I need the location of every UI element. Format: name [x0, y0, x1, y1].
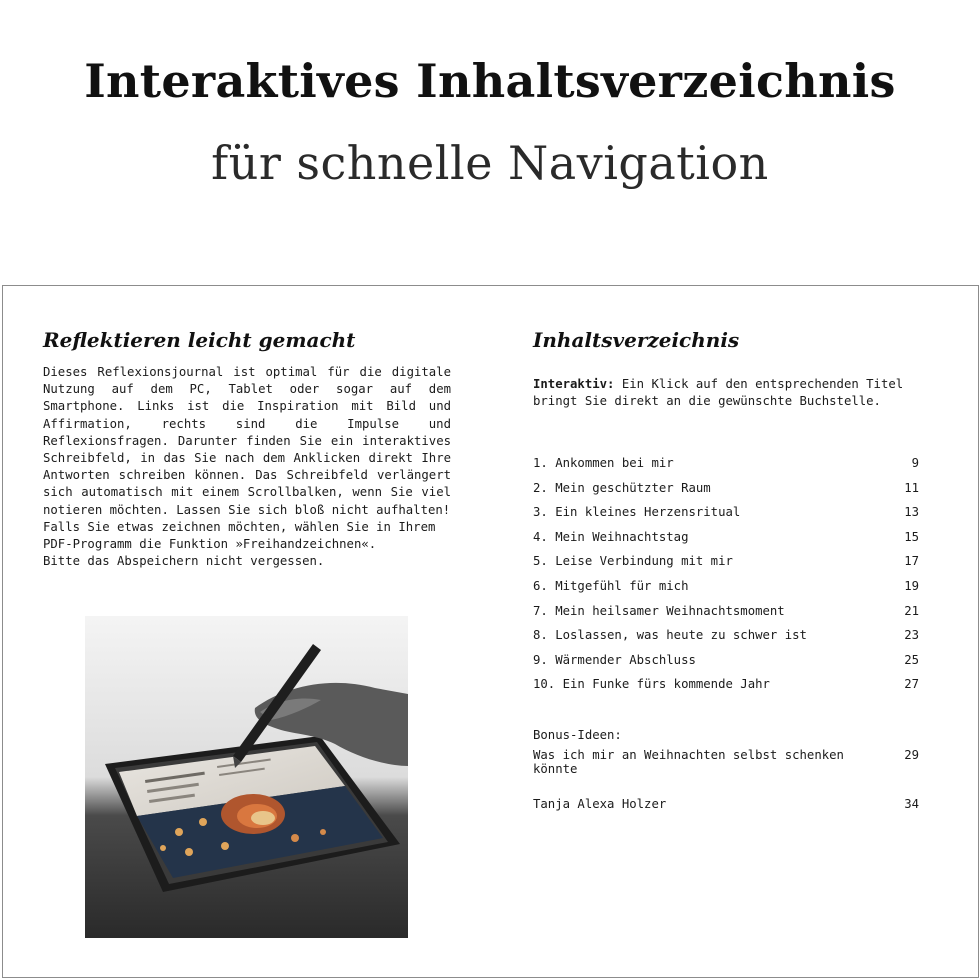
book-spread	[2, 285, 979, 978]
hero-banner	[0, 0, 980, 286]
toc-item-page: 21	[904, 603, 919, 618]
toc-item-9[interactable]	[533, 653, 919, 678]
left-body	[43, 364, 451, 570]
toc-item-title: 1. Ankommen bei mir	[533, 456, 674, 470]
toc-item-title: 8. Loslassen, was heute zu schwer ist	[533, 628, 807, 643]
toc-item-page: 19	[904, 578, 919, 593]
hero-subtitle: für schnelle Navigation	[211, 136, 769, 190]
toc-item-page: 23	[904, 628, 919, 643]
toc-item-2[interactable]	[533, 481, 919, 506]
toc-item-title: 3. Ein kleines Herzensritual	[533, 505, 741, 520]
hero-title: Interaktives Inhaltsverzeichnis	[84, 54, 896, 108]
left-paragraph-1: Dieses Reflexionsjournal ist optimal für die digitale Nutzung auf dem PC, Tablet oder sogar auf dem Smartphone. Links ist die Inspiration mit Bild und Affirmation, rechts sind die Impulse und Reflexionsfragen. Darunter finden Sie ein interaktives Schreibfeld, in das Sie nach dem Anklicken direkt Ihre Antworten schreiben können. Das Schreibfeld verlängert sich automatisch mit einem Scrollbalken, wenn Sie viel notieren möchten. Lassen Sie sich bloß nicht aufhalten!	[43, 365, 451, 517]
toc-item-bonus[interactable]	[533, 748, 919, 776]
toc-item-title: 7. Mein heilsamer Weihnachtsmoment	[533, 603, 785, 618]
toc-item-title: 5. Leise Verbindung mit mir	[533, 554, 733, 569]
toc-item-page: 11	[904, 480, 919, 495]
bonus-label: Bonus-Ideen:	[533, 728, 622, 742]
toc-item-title: Was ich mir an Weihnachten selbst schenken könnte	[533, 748, 844, 776]
toc-item-page: 9	[911, 456, 919, 470]
toc-intro-text: Ein Klick auf den entsprechenden Titel bringt Sie direkt an die gewünschte Buchstelle.	[533, 377, 904, 409]
toc-item-page: 27	[904, 677, 919, 692]
toc-item-5[interactable]	[533, 554, 919, 579]
toc-item-page: 13	[904, 505, 919, 520]
left-paragraph-2: Falls Sie etwas zeichnen möchten, wählen Sie in Ihrem PDF-Programm die Funktion »Freihandzeichnen«.	[43, 519, 436, 552]
toc-item-title: 9. Wärmender Abschluss	[533, 652, 696, 667]
toc-item-3[interactable]	[533, 505, 919, 530]
toc-item-8[interactable]	[533, 628, 919, 653]
toc-item-title: 10. Ein Funke fürs kommende Jahr	[533, 677, 770, 692]
right-page	[533, 328, 921, 811]
left-page	[43, 328, 451, 570]
toc-item-page: 34	[904, 797, 919, 811]
toc-item-title: 6. Mitgefühl für mich	[533, 578, 689, 593]
toc-intro-label: Interaktiv:	[533, 377, 615, 391]
toc-item-title: 2. Mein geschützter Raum	[533, 480, 711, 495]
toc-heading: Inhaltsverzeichnis	[533, 328, 740, 352]
toc-item-page: 29	[904, 748, 919, 762]
toc-item-title: Tanja Alexa Holzer	[533, 797, 667, 811]
toc-item-page: 15	[904, 529, 919, 544]
toc-item-title: 4. Mein Weihnachtstag	[533, 529, 689, 544]
toc-item-10[interactable]	[533, 677, 919, 702]
toc-item-4[interactable]	[533, 530, 919, 555]
toc-list	[533, 456, 919, 702]
tablet-illustration	[85, 616, 408, 938]
left-heading: Reflektieren leicht gemacht	[43, 328, 356, 352]
toc-item-1[interactable]	[533, 456, 919, 481]
left-paragraph-3: Bitte das Abspeichern nicht vergessen.	[43, 554, 325, 569]
toc-intro	[533, 376, 921, 410]
toc-item-page: 17	[904, 554, 919, 569]
toc-item-author[interactable]	[533, 797, 919, 822]
toc-item-page: 25	[904, 652, 919, 667]
toc-item-7[interactable]	[533, 604, 919, 629]
tablet-photo	[85, 616, 408, 938]
toc-item-6[interactable]	[533, 579, 919, 604]
